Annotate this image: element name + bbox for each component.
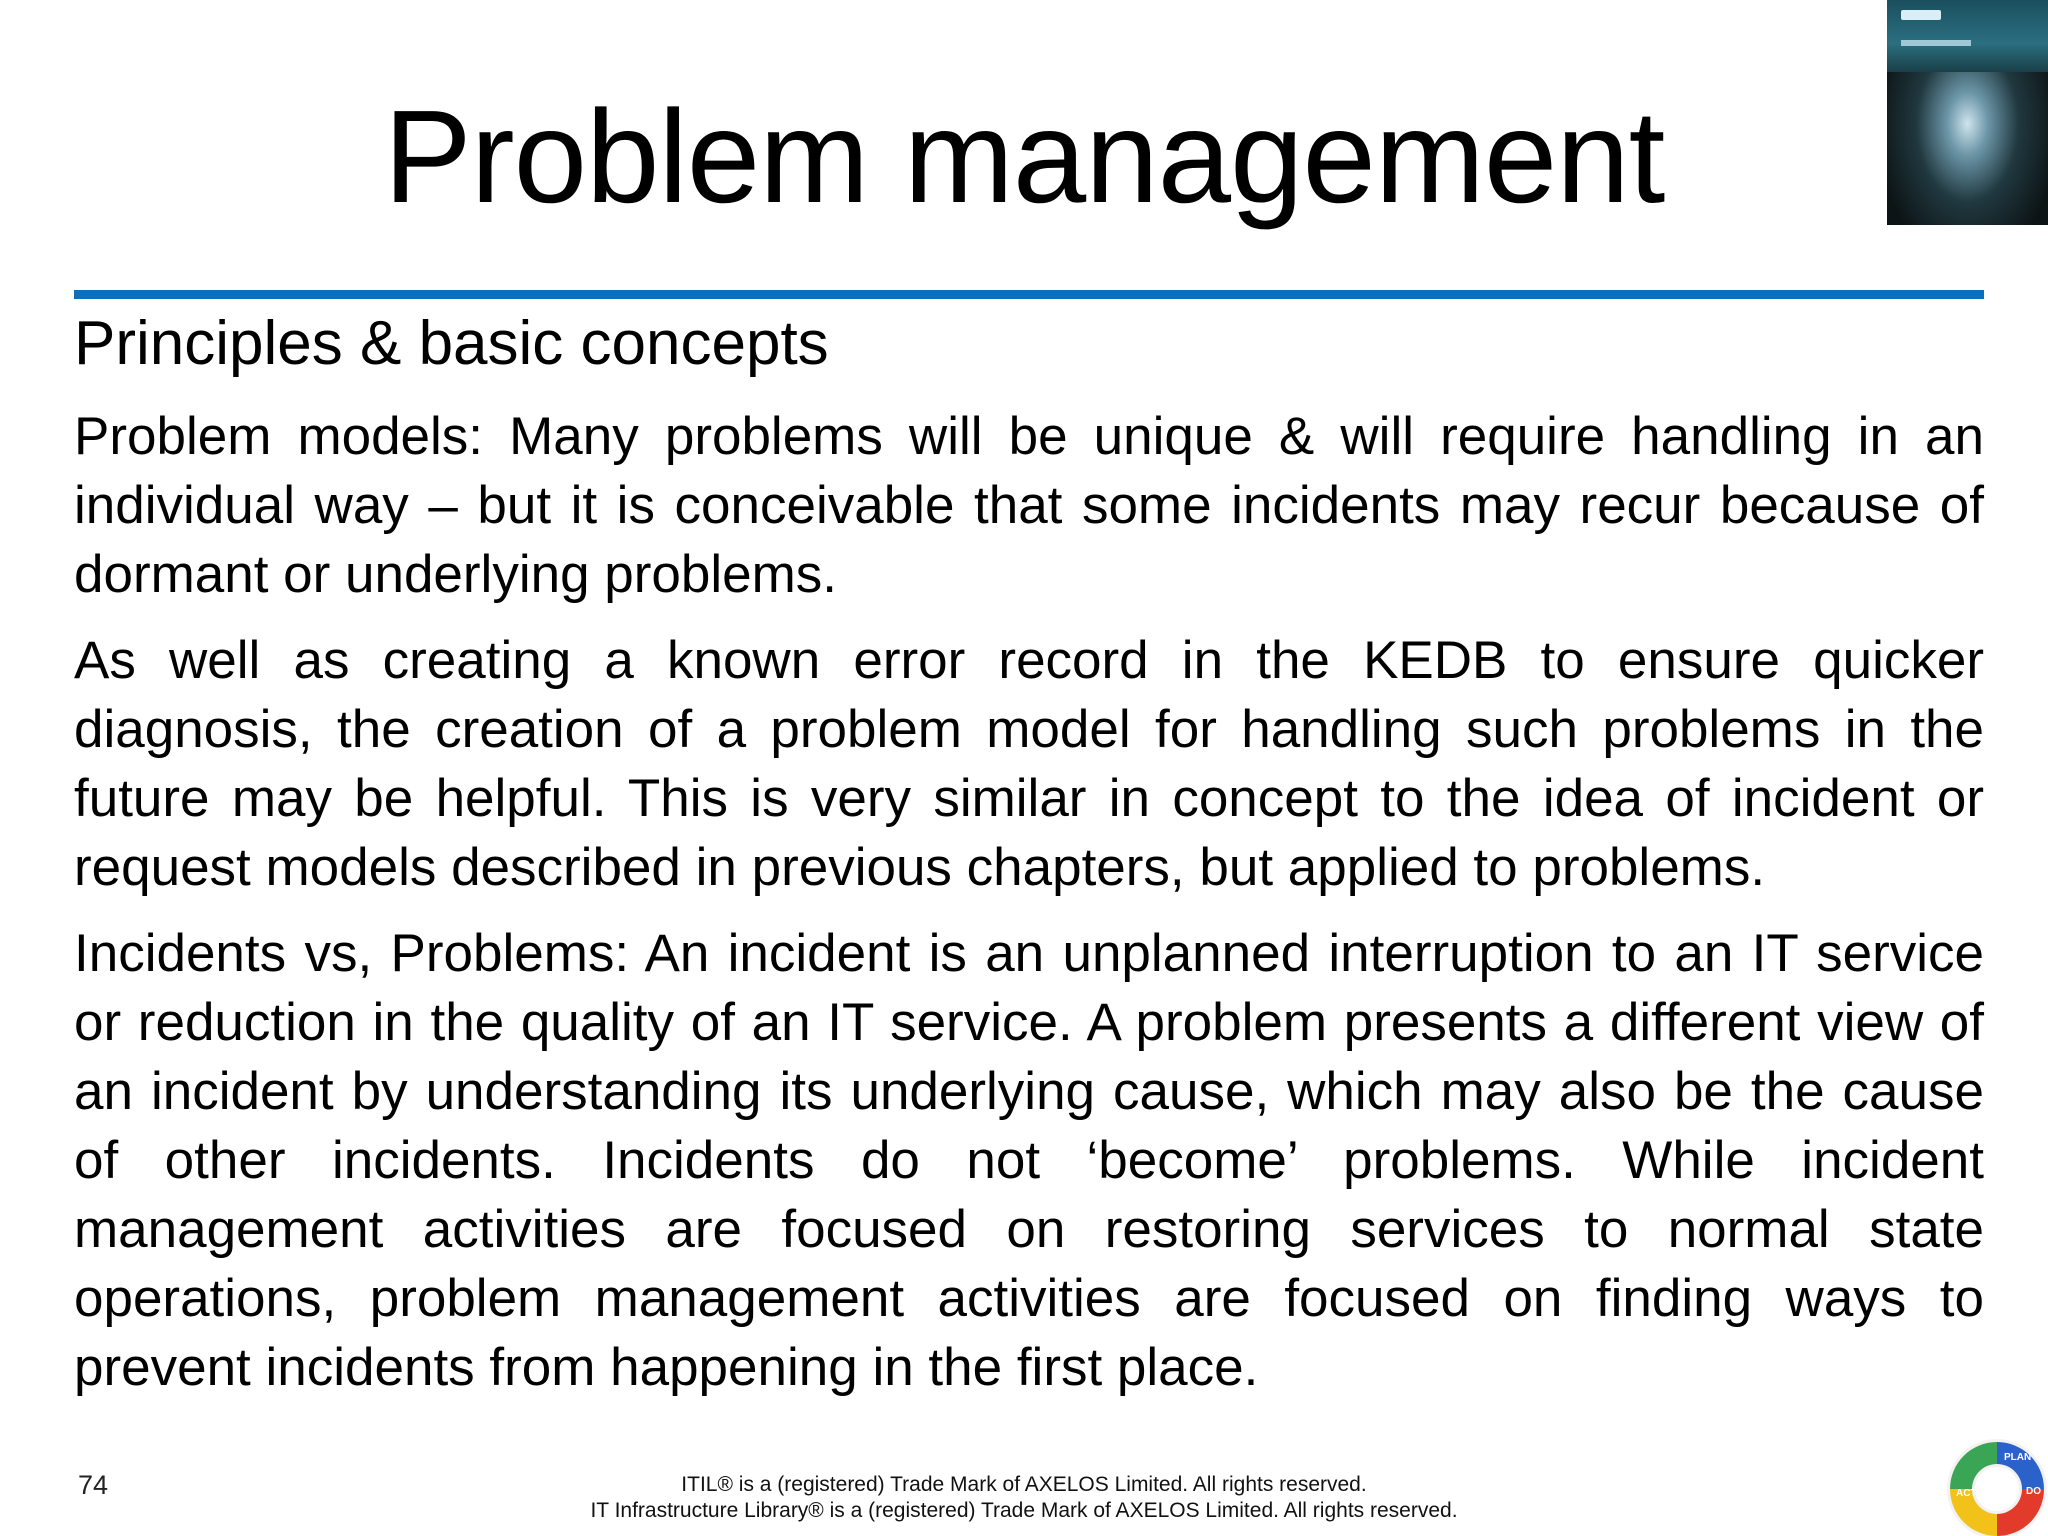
cycle-label-plan: PLAN — [2004, 1452, 2032, 1463]
paragraph-known-error: As well as creating a known error record in the KEDB to ensure quicker diagnosis, the creation of a problem model for handling such problems in the future may be helpful. This is very similar in concept to the idea of incident or request models described in previous chapters, but applied to problems. — [74, 631, 1984, 897]
cycle-label-do: DO — [2026, 1486, 2041, 1497]
paragraph-problem-models: Problem models: Many problems will be unique & will require handling in an individual way – but it is conceivable that some incidents may recur because of dormant or underlying problems. — [74, 407, 1984, 604]
slide-body — [74, 402, 1984, 1402]
title-divider — [74, 290, 1984, 299]
plan-do-check-act-cycle-icon — [1942, 1434, 2048, 1536]
page-number: 74 — [78, 1470, 109, 1500]
paragraph-incidents-vs-problems: Incidents vs, Problems: An incident is an unplanned interruption to an IT service or reduction in the quality of an IT service. A problem presents a different view of an incident by understanding its underlying cause, which may also be the cause of other incidents. Incidents do not ‘become’ problems. While incident management activities are focused on restoring services to normal state operations, problem management activities are focused on finding ways to prevent incidents from happening in the first place. — [74, 924, 1984, 1397]
cycle-label-act: ACT — [1956, 1488, 1977, 1499]
slide-title: Problem management — [383, 83, 1665, 230]
legal-line-itil: ITIL® is a (registered) Trade Mark of AXELOS Limited. All rights reserved. — [681, 1473, 1367, 1496]
cover-text — [1901, 40, 1971, 46]
legal-line-library: IT Infrastructure Library® is a (registered) Trade Mark of AXELOS Limited. All rights reserved. — [590, 1499, 1458, 1522]
slide-subtitle: Principles & basic concepts — [74, 309, 829, 378]
legal-notice — [0, 1472, 2048, 1524]
cover-logo — [1901, 10, 1941, 20]
